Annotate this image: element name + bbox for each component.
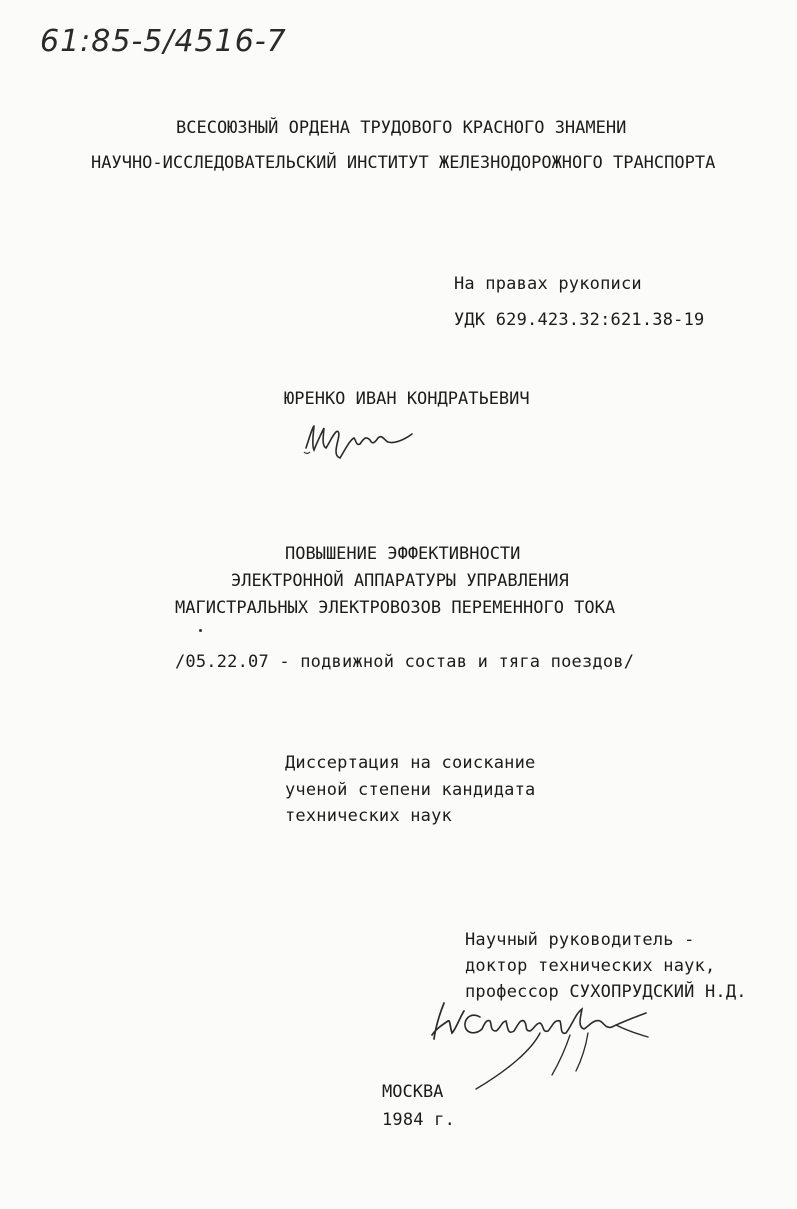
supervisor-line-2: доктор технических наук,	[465, 956, 716, 976]
author-signature	[300, 418, 420, 464]
supervisor-line-1: Научный руководитель -	[465, 930, 695, 950]
udc-code: УДК 629.423.32:621.38-19	[454, 310, 705, 330]
supervisor-line-3: профессор СУХОПРУДСКИЙ Н.Д.	[465, 982, 747, 1002]
dissertation-line-3: технических наук	[285, 806, 452, 826]
year: 1984 г.	[382, 1110, 456, 1130]
institute-line-1: ВСЕСОЮЗНЫЙ ОРДЕНА ТРУДОВОГО КРАСНОГО ЗНАМЕНИ	[176, 118, 627, 138]
title-line-2: ЭЛЕКТРОННОЙ АППАРАТУРЫ УПРАВЛЕНИЯ	[231, 571, 569, 591]
speck	[199, 629, 202, 632]
dissertation-line-1: Диссертация на соискание	[285, 753, 536, 773]
specialty: /05.22.07 - подвижной состав и тяга поездов/	[175, 652, 635, 672]
supervisor-signature	[420, 995, 670, 1095]
dissertation-line-2: ученой степени кандидата	[285, 780, 536, 800]
manuscript-rights: На правах рукописи	[454, 274, 642, 294]
title-line-3: МАГИСТРАЛЬНЫХ ЭЛЕКТРОВОЗОВ ПЕРЕМЕННОГО ТОКА	[175, 598, 616, 618]
city: МОСКВА	[382, 1082, 444, 1102]
archive-mark: 61:85-5/4516-7	[40, 24, 287, 59]
title-line-1: ПОВЫШЕНИЕ ЭФФЕКТИВНОСТИ	[285, 544, 521, 564]
institute-line-2: НАУЧНО-ИССЛЕДОВАТЕЛЬСКИЙ ИНСТИТУТ ЖЕЛЕЗНОДОРОЖНОГО ТРАНСПОРТА	[91, 153, 716, 173]
author-name: ЮРЕНКО ИВАН КОНДРАТЬЕВИЧ	[284, 389, 530, 409]
